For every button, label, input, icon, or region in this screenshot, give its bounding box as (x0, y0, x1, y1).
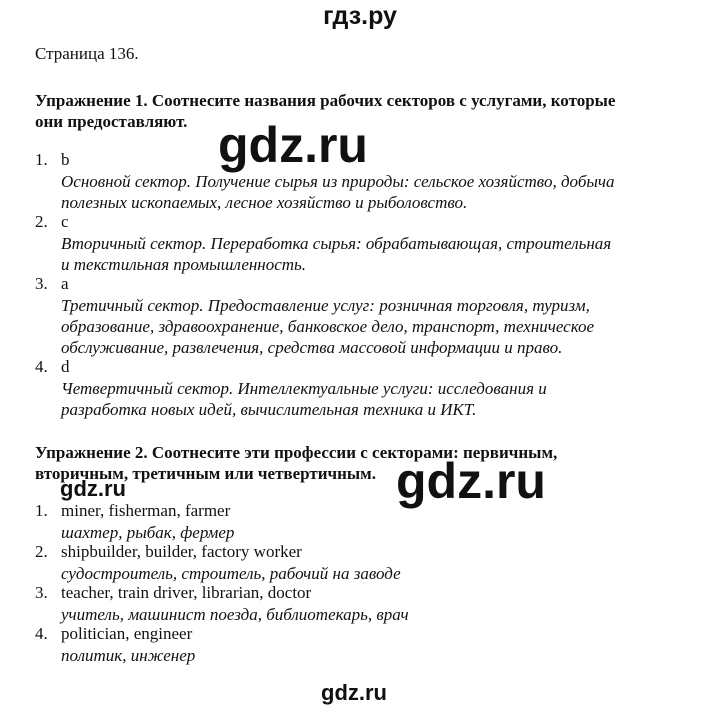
ex1-item-number: 1. (35, 150, 48, 169)
ex1-item-text (61, 295, 594, 358)
ex1-item-number: 4. (35, 357, 48, 376)
ex2-item-answer: shipbuilder, builder, factory worker (61, 542, 302, 561)
ex2-item-number: 4. (35, 624, 48, 643)
ex1-item-text (61, 378, 547, 420)
ex1-item-number: 2. (35, 212, 48, 231)
ex2-item-text: учитель, машинист поезда, библиотекарь, врач (61, 605, 409, 624)
ex1-item-text-line: Четвертичный сектор. Интеллектуальные услуги: исследования и (61, 379, 547, 398)
ex2-item-answer: miner, fisherman, farmer (61, 501, 231, 520)
ex2-item-answer: politician, engineer (61, 624, 193, 643)
exercise-1-heading-line: они предоставляют. (35, 112, 188, 131)
ex2-item-text: политик, инженер (61, 646, 196, 665)
ex1-item-text-line: Третичный сектор. Предоставление услуг: розничная торговля, туризм, (61, 296, 590, 315)
ex2-item-answer: teacher, train driver, librarian, doctor (61, 583, 312, 602)
ex2-item-number: 3. (35, 583, 48, 602)
ex1-item-text (61, 233, 611, 275)
page-label: Страница 136. (35, 44, 139, 63)
ex2-item-number: 1. (35, 501, 48, 520)
ex1-item-answer: c (61, 212, 69, 231)
watermark-gdz: gdz.ru (396, 453, 546, 509)
ex1-item-text-line: полезных ископаемых, лесное хозяйство и рыболовство. (61, 193, 468, 212)
watermark-gdz: gdz.ru (60, 476, 126, 501)
ex1-item-text-line: и текстильная промышленность. (61, 255, 307, 274)
ex1-item-number: 3. (35, 274, 48, 293)
ex1-item-text-line: Основной сектор. Получение сырья из природы: сельское хозяйство, добыча (61, 172, 615, 191)
ex1-item-answer: b (61, 150, 70, 169)
ex1-item-text-line: образование, здравоохранение, банковское дело, транспорт, техническое (61, 317, 595, 336)
ex1-item-answer: d (61, 357, 70, 376)
watermark-gdz: gdz.ru (321, 680, 387, 705)
ex1-item-text (61, 171, 615, 213)
exercise-2-heading-line: вторичным, третичным или четвертичным. (35, 464, 377, 483)
ex1-item-text-line: разработка новых идей, вычислительная техника и ИКТ. (61, 400, 477, 419)
site-header: гдз.ру (323, 2, 397, 30)
ex1-item-text-line: Вторичный сектор. Переработка сырья: обрабатывающая, строительная (61, 234, 612, 253)
ex2-item-text: шахтер, рыбак, фермер (61, 523, 235, 542)
ex1-item-answer: a (61, 274, 69, 293)
watermark-gdz: gdz.ru (218, 117, 368, 173)
ex2-item-text: судостроитель, строитель, рабочий на заводе (61, 564, 401, 583)
exercise-1-heading-line: Упражнение 1. Соотнесите названия рабочих секторов с услугами, которые (35, 91, 616, 110)
ex2-item-number: 2. (35, 542, 48, 561)
exercise-2-heading-line: Упражнение 2. Соотнесите эти профессии с секторами: первичным, (35, 443, 558, 462)
ex1-item-text-line: обслуживание, развлечения, средства массовой информации и право. (61, 338, 563, 357)
